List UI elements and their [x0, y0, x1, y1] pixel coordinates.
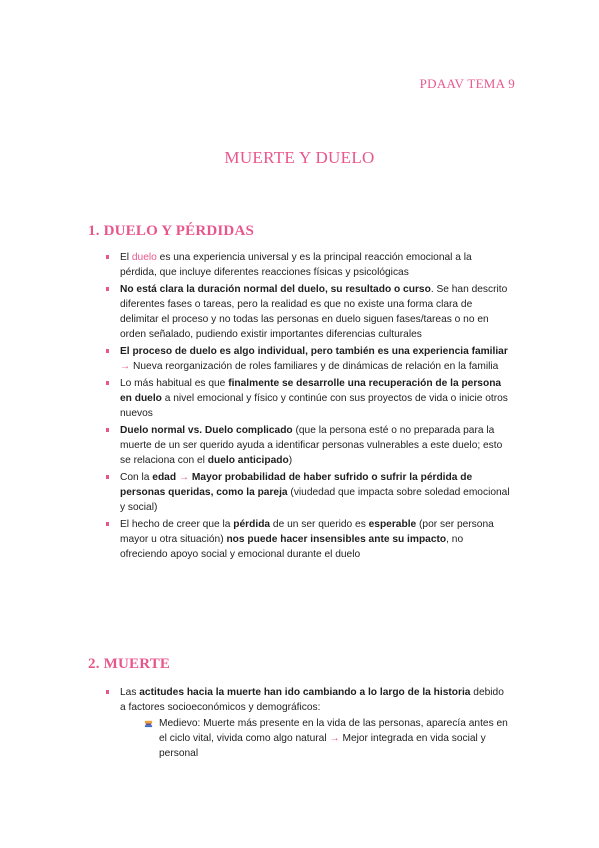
list-item: Duelo normal vs. Duelo complicado (que la persona esté o no preparada para la muerte de un ser querido ayuda a identificar personas vulnerables a este duelo; esto se relaciona con el duelo anticipado) — [106, 423, 510, 468]
list-item: Las actitudes hacia la muerte han ido cambiando a lo largo de la historia debido a factores socioeconómicos y demográficos: — [106, 685, 510, 715]
section-heading-muerte: 2. MUERTE — [88, 656, 171, 672]
section-heading-duelo: 1. DUELO Y PÉRDIDAS — [88, 223, 255, 239]
list-item: El proceso de duelo es algo individual, pero también es una experiencia familiar → Nueva reorganización de roles familiares y de dinámicas de relación en la familia — [106, 344, 510, 374]
list-item: Lo más habitual es que finalmente se desarrolle una recuperación de la persona en duelo a nivel emocional y físico y continúe con sus proyectos de vida o inicie otros nuevos — [106, 376, 510, 421]
arrow-icon: → — [326, 733, 343, 744]
list-item: El hecho de creer que la pérdida de un ser querido es esperable (por ser persona mayor u otra situación) nos puede hacer insensibles ante su impacto, no ofreciendo apoyo social y emocional durante el duelo — [106, 517, 510, 562]
section2-list — [106, 685, 510, 717]
sub-list-item: Medievo: Muerte más presente en la vida de las personas, aparecía antes en el ciclo vital, vivida como algo natural → Mejor integrada en vida social y personal — [144, 716, 510, 761]
arrow-icon: → — [176, 472, 192, 483]
list-item: No está clara la duración normal del duelo, su resultado o curso. Se han descrito diferentes fases o tareas, pero la realidad es que no existe una forma clara de delimitar el proceso y no todas las personas en duelo siguen fases/tareas o no en orden señalado, pudiendo existir importantes diferencias culturales — [106, 282, 510, 342]
list-item: El duelo es una experiencia universal y es la principal reacción emocional a la pérdida, que incluye diferentes reacciones físicas y psicológicas — [106, 250, 510, 280]
section1-list — [106, 250, 510, 564]
section2-sublist — [144, 716, 510, 761]
medieval-icon — [144, 719, 153, 728]
page-title: MUERTE Y DUELO — [224, 148, 375, 167]
header-tag: PDAAV TEMA 9 — [419, 76, 515, 91]
arrow-icon: → — [120, 361, 134, 372]
list-item: Con la edad → Mayor probabilidad de haber sufrido o sufrir la pérdida de personas queridas, como la pareja (viudedad que impacta sobre soledad emocional y social) — [106, 470, 510, 515]
